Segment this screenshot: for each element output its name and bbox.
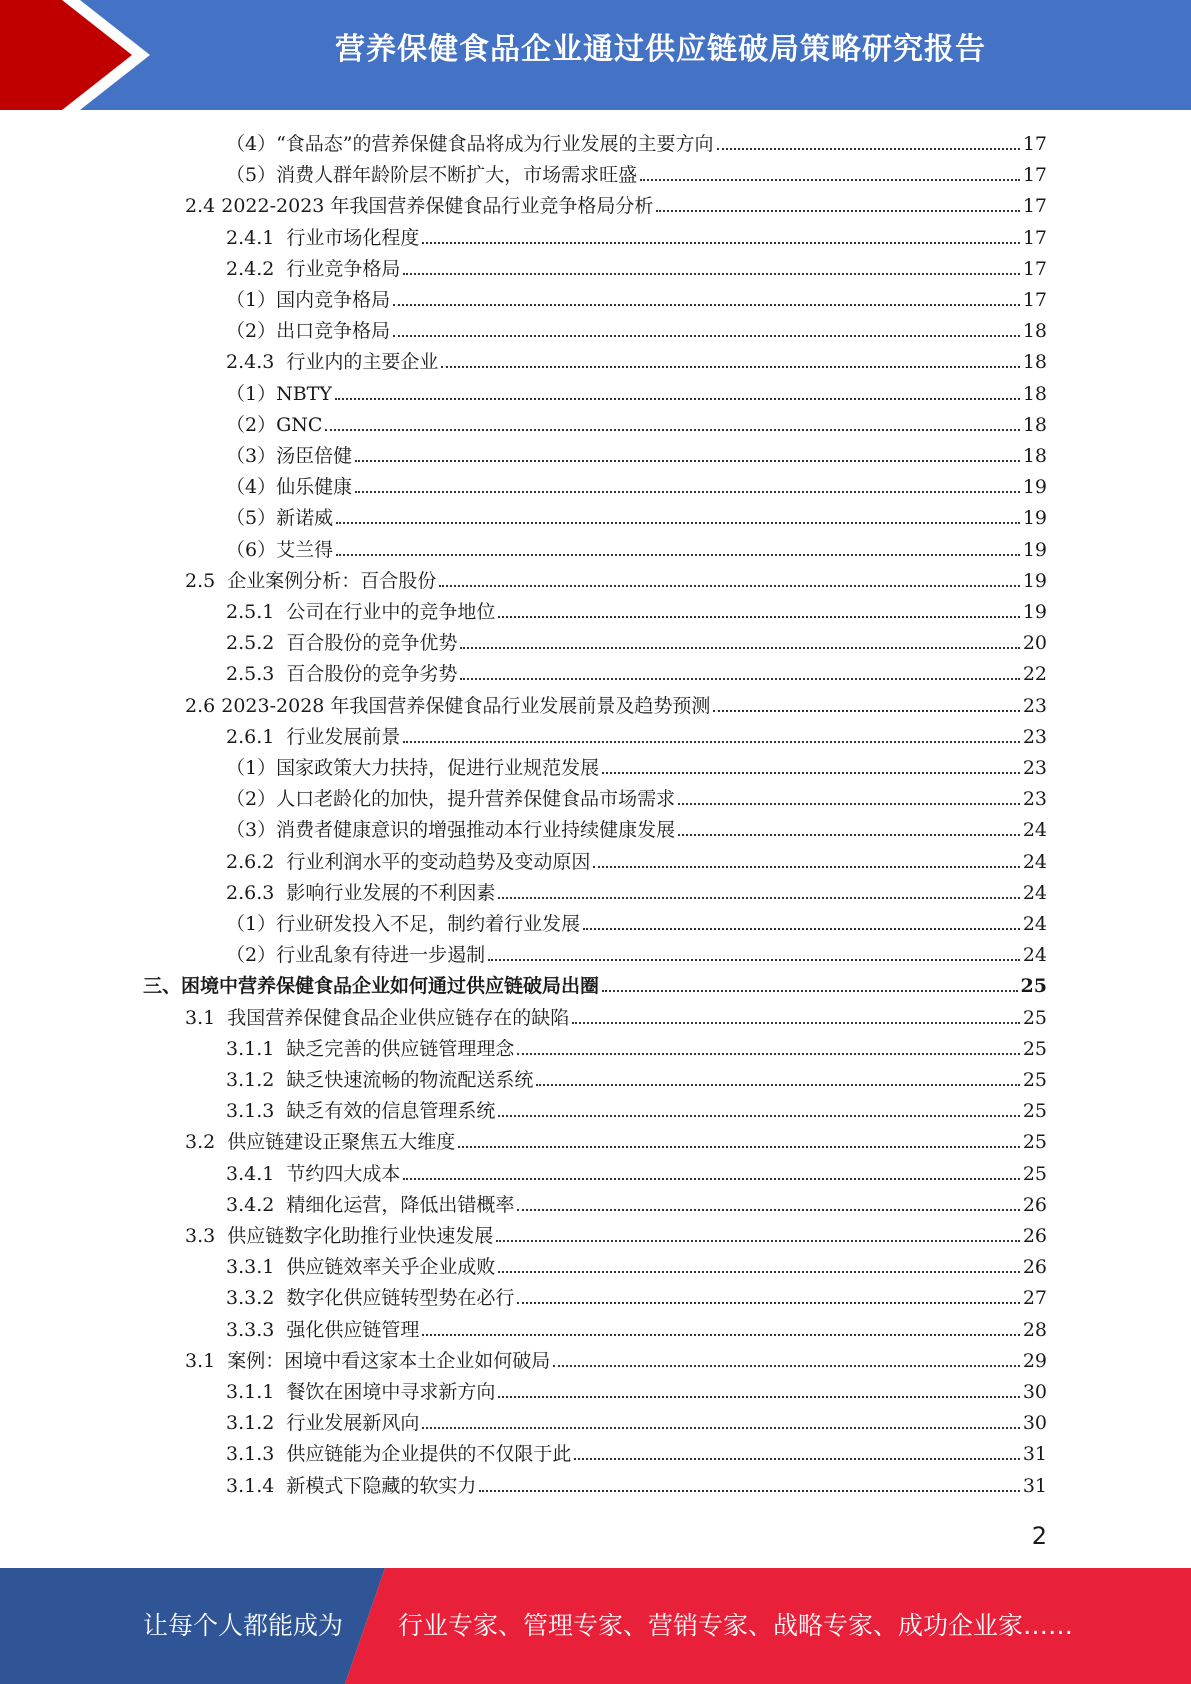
toc-entry-page: 24 — [1022, 944, 1047, 967]
toc-dot-leader — [325, 429, 1019, 431]
toc-dot-leader — [439, 585, 1020, 587]
toc-dot-leader — [553, 1365, 1020, 1367]
toc-entry[interactable] — [226, 1063, 1047, 1091]
toc-entry[interactable] — [185, 689, 1047, 717]
toc-entry-label: 2.6.2 行业利润水平的变动趋势及变动原因 — [226, 850, 591, 873]
toc-dot-leader — [640, 179, 1020, 181]
toc-dot-leader — [496, 1240, 1020, 1242]
toc-entry-label: （2）人口老龄化的加快，提升营养保健食品市场需求 — [226, 788, 676, 811]
toc-entry-page: 28 — [1022, 1318, 1047, 1341]
toc-entry[interactable] — [226, 345, 1047, 373]
toc-dot-leader — [460, 647, 1019, 649]
toc-entry-label: 2.4.2 行业竞争格局 — [226, 257, 401, 280]
toc-entry-label: （5）消费人群年龄阶层不断扩大，市场需求旺盛 — [226, 164, 638, 187]
toc-entry[interactable] — [226, 283, 1047, 311]
toc-dot-leader — [498, 1396, 1019, 1398]
toc-entry-page: 20 — [1022, 632, 1047, 655]
toc-entry-page: 19 — [1022, 601, 1047, 623]
toc-entry-label: （6）艾兰得 — [226, 538, 334, 561]
toc-entry[interactable] — [226, 314, 1047, 342]
toc-entry-label: （1）行业研发投入不足，制约着行业发展 — [226, 913, 581, 935]
toc-dot-leader — [336, 554, 1020, 556]
toc-entry[interactable] — [226, 1281, 1047, 1309]
toc-entry-label: 3.1.3 供应链能为企业提供的不仅限于此 — [226, 1443, 572, 1466]
toc-entry-label: 三、困境中营养保健食品企业如何通过供应链破局出圈 — [143, 975, 600, 998]
toc-entry-label: 3.1.3 缺乏有效的信息管理系统 — [226, 1100, 496, 1123]
toc-entry-label: 2.5.3 百合股份的竞争劣势 — [226, 663, 458, 686]
toc-entry-page: 17 — [1022, 133, 1047, 155]
toc-entry[interactable] — [185, 1125, 1047, 1153]
toc-entry-label: （2）出口竞争格局 — [226, 320, 391, 343]
toc-dot-leader — [422, 1334, 1019, 1336]
toc-dot-leader — [656, 210, 1019, 212]
footer-slogan-right: 行业专家、管理专家、营销专家、战略专家、成功企业家…… — [398, 1611, 1074, 1640]
toc-entry[interactable] — [226, 782, 1047, 810]
toc-entry-page: 29 — [1022, 1349, 1047, 1372]
toc-entry-label: 3.1.1 餐饮在困境中寻求新方向 — [226, 1381, 496, 1403]
toc-dot-leader — [574, 1458, 1019, 1460]
toc-entry-page: 22 — [1022, 663, 1047, 686]
toc-dot-leader — [335, 398, 1020, 400]
toc-entry[interactable] — [143, 969, 1047, 997]
toc-entry-page: 25 — [1022, 1037, 1047, 1060]
toc-dot-leader — [602, 990, 1018, 992]
toc-entry-page: 18 — [1022, 413, 1047, 436]
toc-dot-leader — [498, 1271, 1019, 1273]
toc-entry-label: 3.3 供应链数字化助推行业快速发展 — [185, 1225, 494, 1247]
toc-dot-leader — [678, 834, 1020, 836]
toc-entry[interactable] — [226, 470, 1047, 498]
toc-entry-label: 3.4.1 节约四大成本 — [226, 1162, 401, 1185]
toc-entry-label: 2.6.3 影响行业发展的不利因素 — [226, 881, 496, 904]
toc-entry-page: 17 — [1022, 164, 1047, 187]
toc-dot-leader — [393, 304, 1020, 306]
toc-entry-page: 30 — [1022, 1412, 1047, 1435]
toc-dot-leader — [355, 460, 1020, 462]
toc-entry-page: 25 — [1022, 1131, 1047, 1154]
toc-dot-leader — [583, 928, 1020, 930]
toc-entry-page: 25 — [1022, 1100, 1047, 1123]
toc-entry[interactable] — [185, 1001, 1047, 1029]
toc-entry[interactable] — [226, 595, 1047, 623]
toc-entry-label: 3.3.1 供应链效率关乎企业成败 — [226, 1256, 496, 1279]
toc-dot-leader — [458, 1146, 1020, 1148]
toc-dot-leader — [498, 897, 1019, 899]
toc-entry[interactable] — [185, 564, 1047, 592]
toc-entry-page: 19 — [1022, 538, 1047, 561]
toc-entry[interactable] — [226, 1406, 1047, 1434]
toc-entry[interactable] — [226, 1375, 1047, 1403]
header-banner — [0, 0, 1191, 110]
toc-entry-page: 24 — [1022, 819, 1047, 842]
toc-entry-label: 2.4.1 行业市场化程度 — [226, 226, 420, 249]
toc-entry[interactable] — [226, 845, 1047, 873]
toc-entry-page: 17 — [1022, 226, 1047, 249]
toc-entry-label: 3.1.1 缺乏完善的供应链管理理念 — [226, 1037, 515, 1060]
toc-entry-page: 23 — [1022, 725, 1047, 748]
toc-entry[interactable] — [226, 1094, 1047, 1122]
toc-entry-page: 26 — [1022, 1256, 1047, 1279]
toc-entry-label: 3.1 案例：困境中看这家本土企业如何破局 — [185, 1349, 551, 1372]
toc-entry-page: 19 — [1022, 476, 1047, 499]
toc-entry-label: （2）GNC — [226, 413, 323, 436]
toc-entry[interactable] — [226, 408, 1047, 436]
toc-dot-leader — [593, 866, 1019, 868]
toc-dot-leader — [517, 1053, 1019, 1055]
toc-entry-label: （2）行业乱象有待进一步遏制 — [226, 944, 486, 967]
toc-entry[interactable] — [185, 1219, 1047, 1247]
toc-entry[interactable] — [185, 189, 1047, 217]
toc-entry-page: 25 — [1022, 1006, 1047, 1029]
toc-entry-page: 17 — [1022, 195, 1047, 218]
toc-entry-label: 2.6.1 行业发展前景 — [226, 725, 401, 748]
toc-dot-leader — [602, 772, 1020, 774]
toc-dot-leader — [441, 366, 1019, 368]
toc-dot-leader — [488, 959, 1020, 961]
toc-dot-leader — [355, 491, 1020, 493]
toc-entry-label: 3.3.3 强化供应链管理 — [226, 1318, 420, 1341]
toc-dot-leader — [572, 1022, 1020, 1024]
toc-entry[interactable] — [226, 1188, 1047, 1216]
toc-entry-page: 24 — [1022, 850, 1047, 873]
toc-entry[interactable] — [226, 1469, 1047, 1497]
toc-entry[interactable] — [226, 876, 1047, 904]
page-number: 2 — [1031, 1522, 1047, 1550]
toc-entry-label: （5）新诺威 — [226, 507, 334, 530]
toc-entry[interactable] — [226, 439, 1047, 467]
toc-dot-leader — [393, 335, 1020, 337]
toc-entry-page: 26 — [1022, 1225, 1047, 1247]
toc-entry-label: 3.4.2 精细化运营，降低出错概率 — [226, 1193, 515, 1216]
report-title: 营养保健食品企业通过供应链破局策略研究报告 — [335, 32, 986, 67]
toc-entry-label: 2.5 企业案例分析：百合股份 — [185, 569, 437, 592]
toc-entry-page: 30 — [1022, 1381, 1047, 1403]
toc-dot-leader — [422, 242, 1019, 244]
toc-entry-page: 23 — [1022, 757, 1047, 779]
toc-entry[interactable] — [226, 657, 1047, 685]
toc-dot-leader — [717, 148, 1020, 150]
toc-entry[interactable] — [226, 751, 1047, 779]
toc-entry-label: 2.6 2023-2028 年我国营养保健食品行业发展前景及趋势预测 — [185, 694, 711, 717]
toc-entry[interactable] — [226, 1313, 1047, 1341]
toc-entry-page: 27 — [1022, 1287, 1047, 1310]
toc-entry[interactable] — [226, 1437, 1047, 1465]
toc-entry[interactable] — [226, 626, 1047, 654]
toc-dot-leader — [403, 741, 1019, 743]
toc-dot-leader — [498, 616, 1019, 618]
toc-dot-leader — [713, 710, 1019, 712]
toc-dot-leader — [517, 1302, 1019, 1304]
toc-entry-page: 17 — [1022, 289, 1047, 311]
toc-entry-page: 31 — [1022, 1443, 1047, 1466]
toc-entry-label: 2.4.3 行业内的主要企业 — [226, 351, 439, 374]
footer-banner — [0, 1568, 1191, 1684]
toc-dot-leader — [403, 273, 1019, 275]
toc-entry-page: 23 — [1022, 694, 1047, 717]
toc-entry[interactable] — [226, 1032, 1047, 1060]
toc-entry-label: （3）汤臣倍健 — [226, 445, 353, 467]
toc-entry[interactable] — [226, 907, 1047, 935]
toc-entry[interactable] — [226, 1157, 1047, 1185]
toc-entry-page: 26 — [1022, 1193, 1047, 1216]
toc-entry-label: （3）消费者健康意识的增强推动本行业持续健康发展 — [226, 819, 676, 842]
toc-dot-leader — [422, 1427, 1019, 1429]
toc-entry-label: （4）“食品态”的营养保健食品将成为行业发展的主要方向 — [226, 133, 714, 155]
toc-entry-label: （1）国家政策大力扶持，促进行业规范发展 — [226, 757, 600, 779]
toc-entry-page: 19 — [1022, 569, 1047, 592]
toc-entry-label: 3.1.4 新模式下隐藏的软实力 — [226, 1474, 477, 1497]
toc-entry-label: 2.5.2 百合股份的竞争优势 — [226, 632, 458, 655]
toc-entry-label: 2.5.1 公司在行业中的竞争地位 — [226, 601, 496, 623]
toc-entry-page: 18 — [1022, 351, 1047, 374]
toc-entry-label: （1）国内竞争格局 — [226, 289, 391, 311]
toc-entry[interactable] — [226, 720, 1047, 748]
toc-entry[interactable] — [226, 127, 1047, 155]
footer-slogan-left: 让每个人都能成为 — [143, 1611, 344, 1640]
toc-entry[interactable] — [226, 813, 1047, 841]
toc-entry-page: 24 — [1022, 881, 1047, 904]
toc-dot-leader — [517, 1209, 1019, 1211]
toc-dot-leader — [536, 1084, 1019, 1086]
toc-dot-leader — [336, 522, 1020, 524]
toc-dot-leader — [498, 1115, 1019, 1117]
toc-entry[interactable] — [226, 252, 1047, 280]
toc-entry-label: 3.1 我国营养保健食品企业供应链存在的缺陷 — [185, 1006, 570, 1029]
toc-entry-page: 31 — [1022, 1474, 1047, 1497]
toc-entry-page: 18 — [1022, 382, 1047, 405]
toc-entry-label: 2.4 2022-2023 年我国营养保健食品行业竞争格局分析 — [185, 195, 654, 218]
toc-entry[interactable] — [226, 221, 1047, 249]
toc-dot-leader — [403, 1178, 1019, 1180]
toc-entry[interactable] — [226, 377, 1047, 405]
toc-entry-page: 17 — [1022, 257, 1047, 280]
toc-entry-page: 24 — [1022, 913, 1047, 935]
toc-dot-leader — [460, 678, 1019, 680]
toc-entry-page: 25 — [1022, 1069, 1047, 1091]
toc-entry-label: 3.1.2 缺乏快速流畅的物流配送系统 — [226, 1069, 534, 1091]
toc-entry[interactable] — [226, 533, 1047, 561]
toc-entry-page: 23 — [1022, 788, 1047, 811]
toc-entry[interactable] — [185, 1344, 1047, 1372]
toc-entry-label: 3.2 供应链建设正聚焦五大维度 — [185, 1131, 456, 1154]
toc-entry-page: 25 — [1020, 975, 1047, 998]
toc-entry-label: （4）仙乐健康 — [226, 476, 353, 499]
toc-entry[interactable] — [226, 158, 1047, 186]
toc-entry-label: 3.3.2 数字化供应链转型势在必行 — [226, 1287, 515, 1310]
toc-entry-page: 18 — [1022, 445, 1047, 467]
toc-entry-page: 19 — [1022, 507, 1047, 530]
toc-entry[interactable] — [226, 938, 1047, 966]
toc-dot-leader — [678, 803, 1020, 805]
toc-entry-label: 3.1.2 行业发展新风向 — [226, 1412, 420, 1435]
toc-entry[interactable] — [226, 501, 1047, 529]
toc-entry-page: 18 — [1022, 320, 1047, 343]
toc-entry-page: 25 — [1022, 1162, 1047, 1185]
toc-dot-leader — [479, 1490, 1019, 1492]
toc-entry-label: （1）NBTY — [226, 382, 332, 405]
toc-entry[interactable] — [226, 1250, 1047, 1278]
